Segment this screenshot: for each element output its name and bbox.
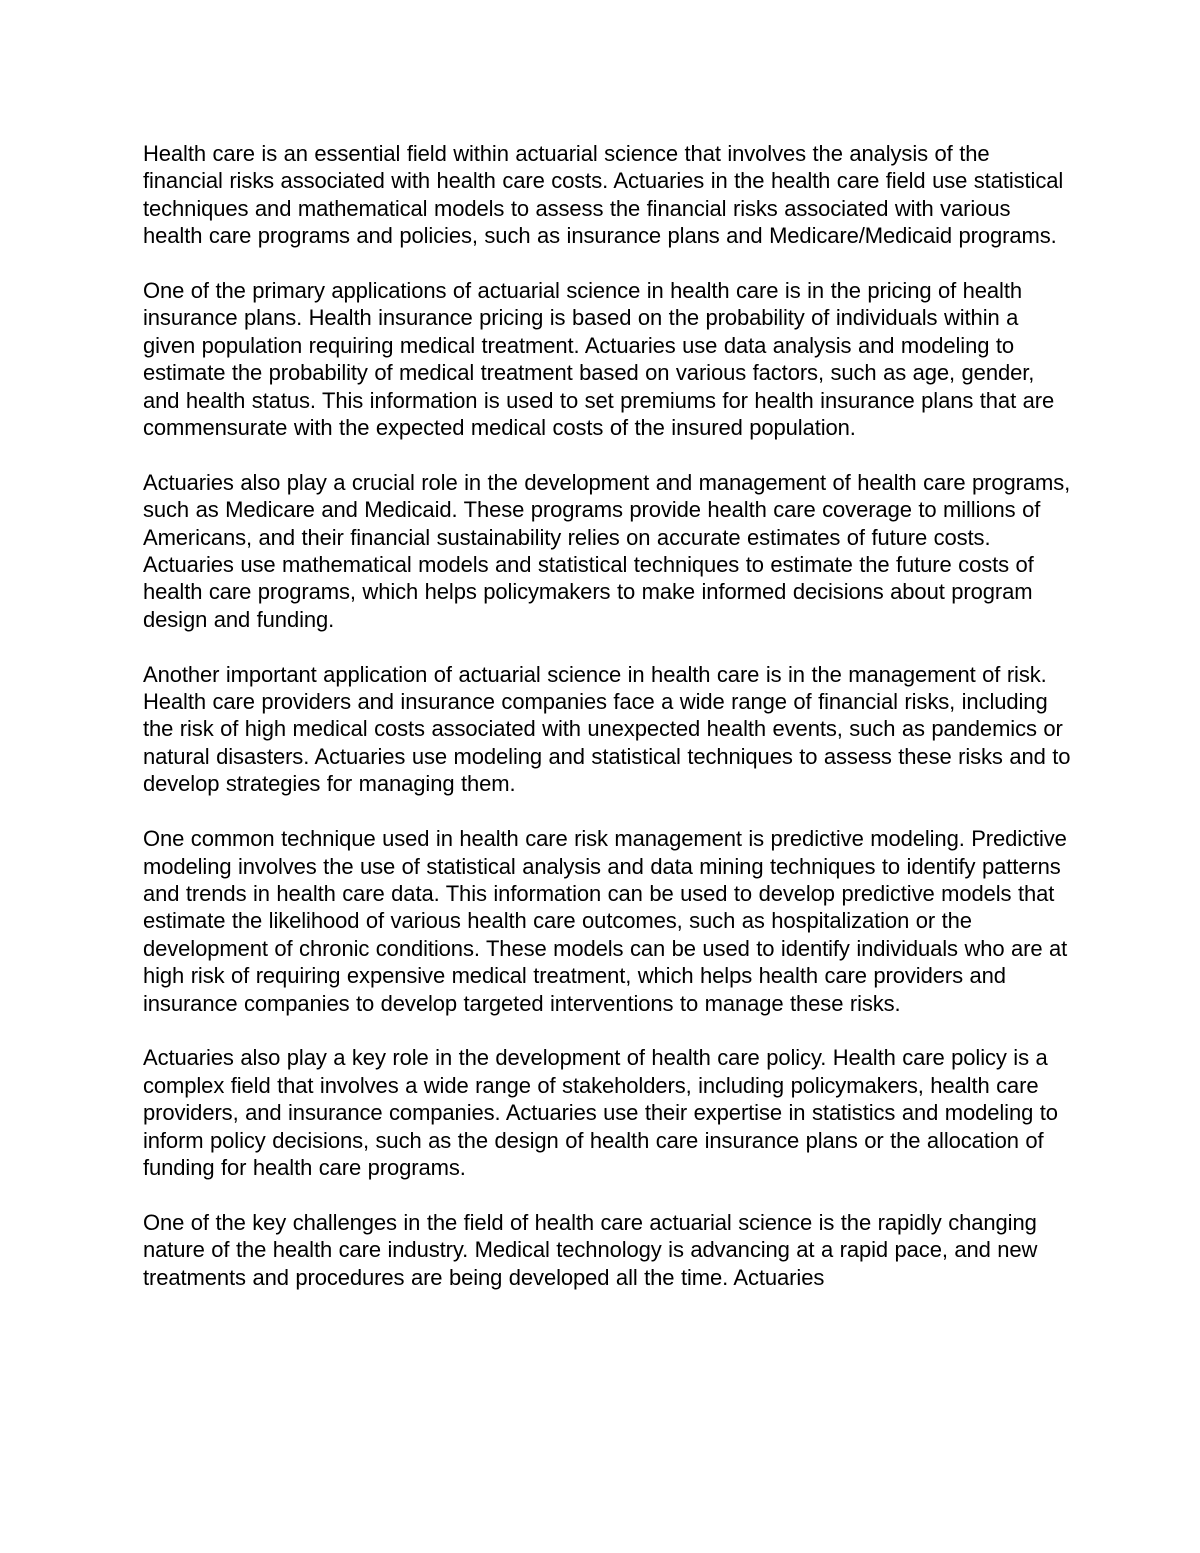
- paragraph-intro: Health care is an essential field within actuarial science that involves the analysis of the financial risks associated with health care costs. Actuaries in the health care field use statistical techniques and mathematical models to assess the financial risks associated with various health care programs and policies, such as insurance plans and Medicare/Medicaid programs.: [143, 141, 1064, 249]
- paragraph-pricing: One of the primary applications of actuarial science in health care is in the pricing of health insurance plans. Health insurance pricing is based on the probability of individuals within a given population requiring medical treatment. Actuaries use data analysis and modeling to estimate the probability of medical treatment based on various factors, such as age, gender, and health status. This information is used to set premiums for health insurance plans that are commensurate with the expected medical costs of the insured population.: [143, 278, 1055, 441]
- paragraph-challenges: One of the key challenges in the field of health care actuarial science is the rapidly changing nature of the health care industry. Medical technology is advancing at a rapid pace, and new treatments and procedures are being developed all the time. Actuaries: [143, 1209, 1038, 1290]
- paragraph-programs: Actuaries also play a crucial role in the development and management of health care programs, such as Medicare and Medicaid. These programs provide health care coverage to millions of Americans, and their financial sustainability relies on accurate estimates of future costs. Actuaries use mathematical models and statistical techniques to estimate the future costs of health care programs, which helps policymakers to make informed decisions about program design and funding.: [143, 469, 1071, 632]
- paragraph-policy: Actuaries also play a key role in the development of health care policy. Health care policy is a complex field that involves a wide range of stakeholders, including policymakers, health care providers, and insurance companies. Actuaries use their expertise in statistics and modeling to inform policy decisions, such as the design of health care insurance plans or the allocation of funding for health care programs.: [143, 1045, 1058, 1180]
- paragraph-predictive-modeling: One common technique used in health care risk management is predictive modeling. Predictive modeling involves the use of statistical analysis and data mining techniques to identify patterns and trends in health care data. This information can be used to develop predictive models that estimate the likelihood of various health care outcomes, such as hospitalization or the development of chronic conditions. These models can be used to identify individuals who are at high risk of requiring expensive medical treatment, which helps health care providers and insurance companies to develop targeted interventions to manage these risks.: [143, 826, 1068, 1016]
- document-body: [143, 140, 1073, 1318]
- paragraph-risk-management: Another important application of actuarial science in health care is in the management of risk. Health care providers and insurance companies face a wide range of financial risks, including the risk of high medical costs associated with unexpected health events, such as pandemics or natural disasters. Actuaries use modeling and statistical techniques to assess these risks and to develop strategies for managing them.: [143, 661, 1071, 797]
